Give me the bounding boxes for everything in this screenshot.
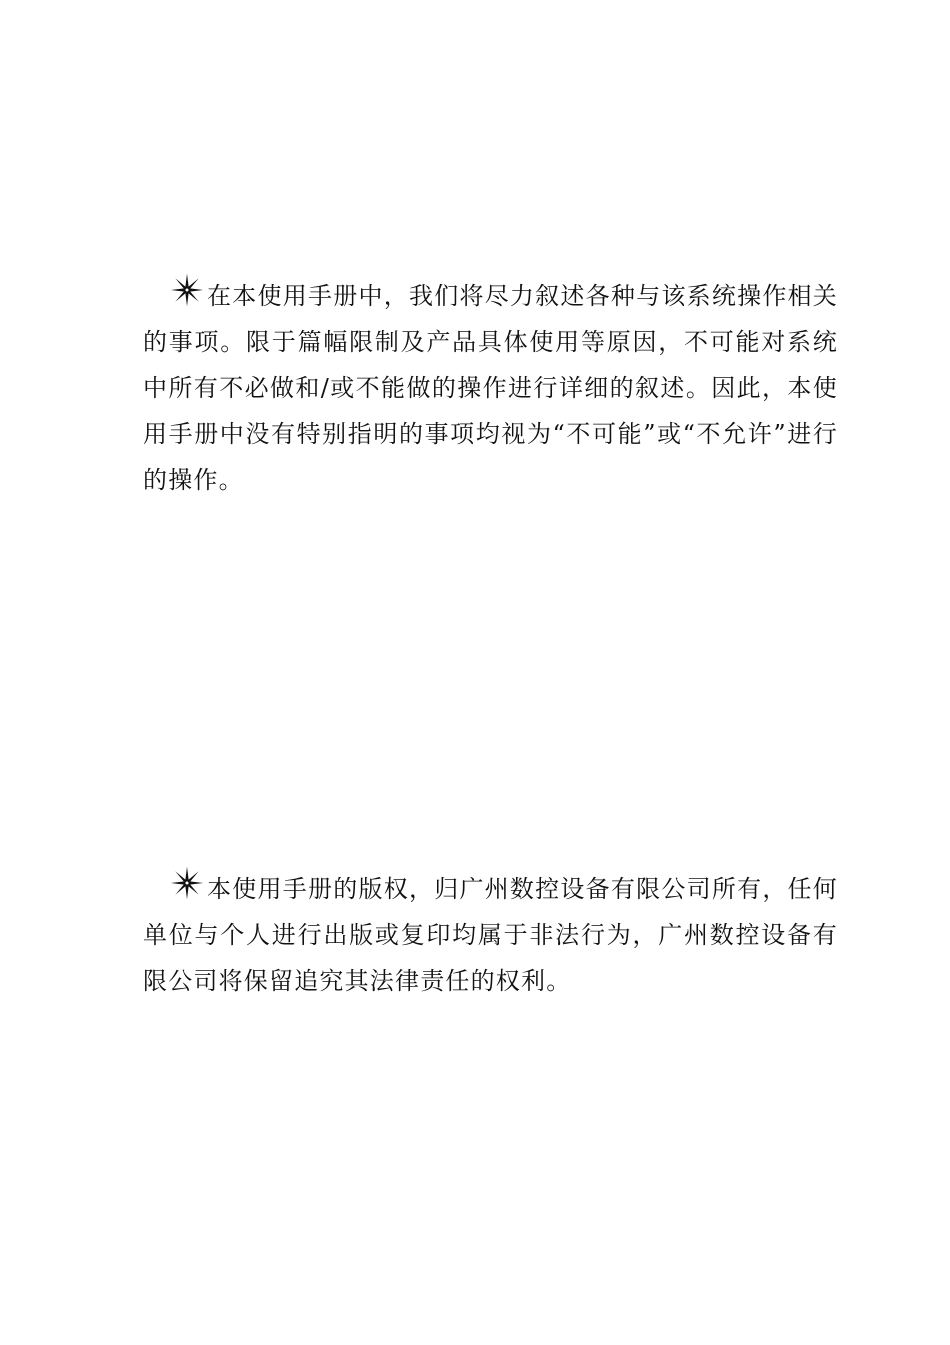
compass-star-icon: [169, 272, 205, 308]
usage-notice-paragraph: [143, 272, 838, 503]
compass-star-icon: [169, 865, 205, 901]
copyright-notice-paragraph: [143, 865, 838, 1004]
copyright-notice-text: 本使用手册的版权，归广州数控设备有限公司所有，任何单位与个人进行出版或复印均属于非法行为，广州数控设备有限公司将保留追究其法律责任的权利。: [143, 875, 838, 995]
usage-notice-text: 在本使用手册中，我们将尽力叙述各种与该系统操作相关的事项。限于篇幅限制及产品具体使用等原因，不可能对系统中所有不必做和/或不能做的操作进行详细的叙述。因此，本使用手册中没有特别指明的事项均视为“不可能”或“不允许”进行的操作。: [143, 282, 838, 494]
